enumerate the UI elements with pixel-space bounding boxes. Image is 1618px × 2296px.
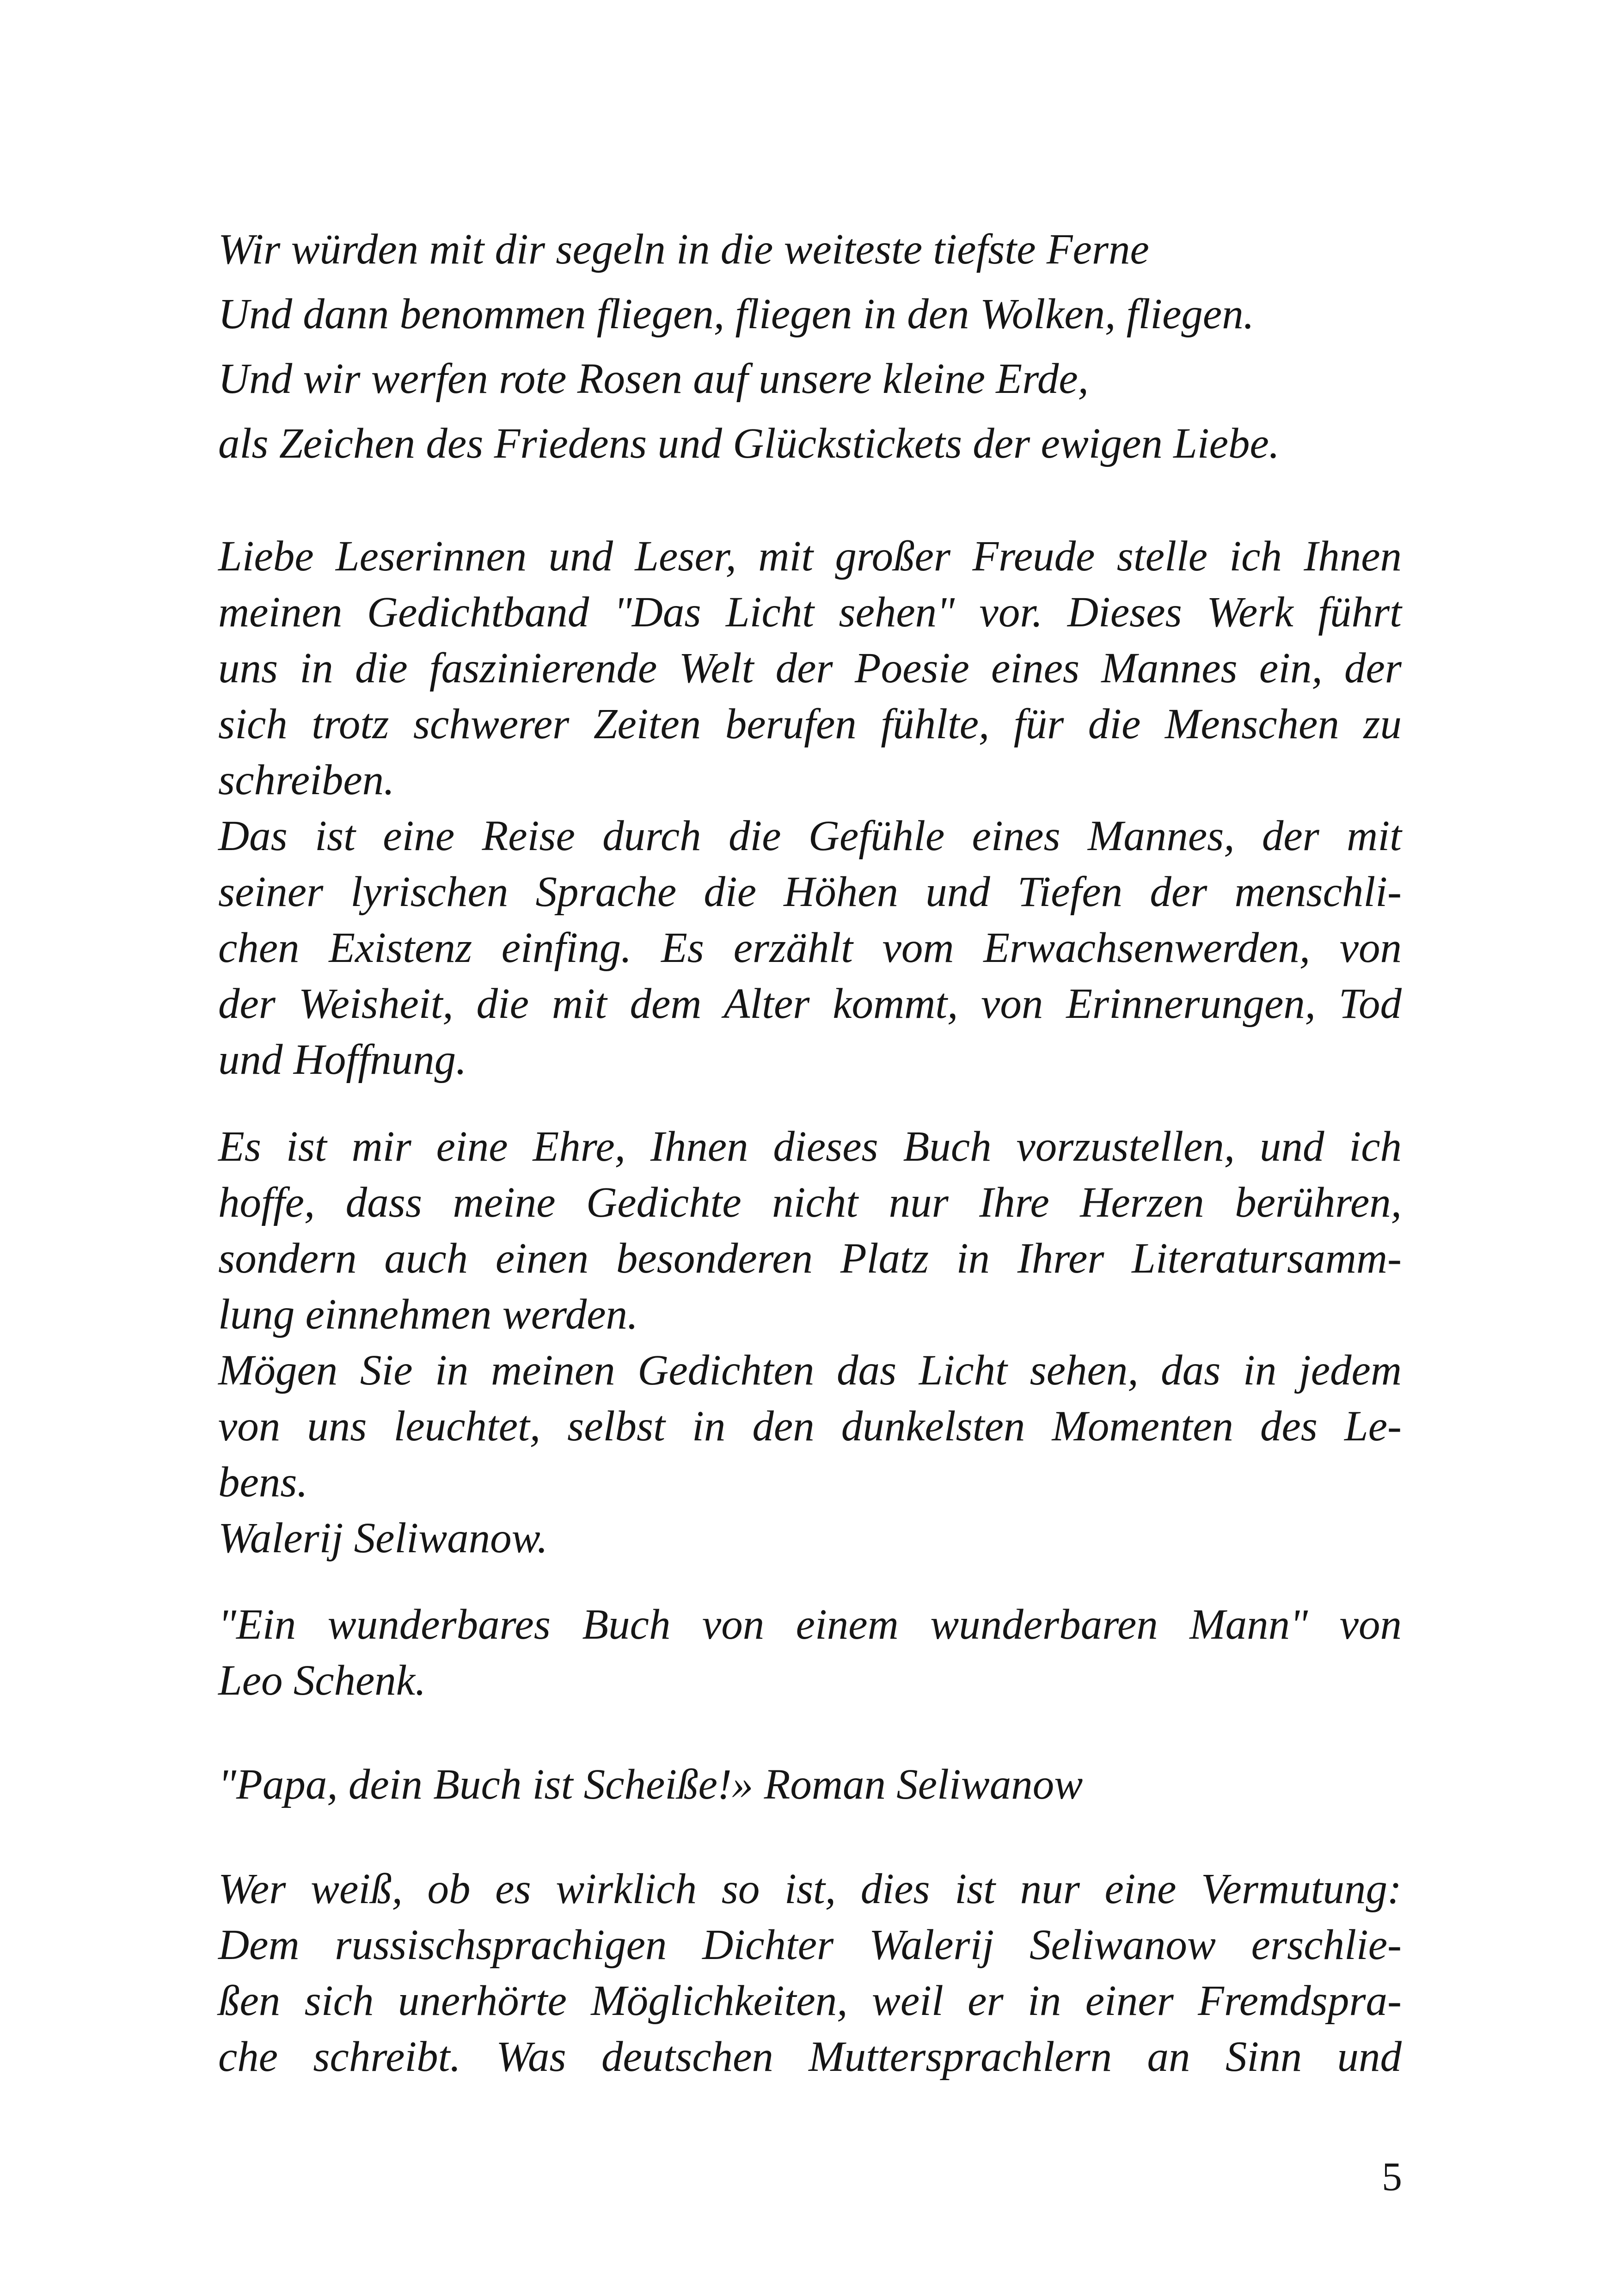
- text-line: bens.: [218, 1458, 308, 1506]
- poem-line: Und dann benommen fliegen, fliegen in den Wolken, fliegen.: [218, 290, 1254, 338]
- text-line: schreiben.: [218, 756, 395, 804]
- author-note-paragraph: [218, 1119, 1402, 1566]
- poem-line: Wir würden mit dir segeln in die weiteste tiefste Ferne: [218, 226, 1149, 273]
- page-number: 5: [1382, 2155, 1402, 2199]
- text-line: meinen Gedichtband "Das Licht sehen" vor. Dieses Werk führt: [218, 588, 1402, 636]
- text-line: che schreibt. Was deutschen Muttersprachlern an Sinn und: [218, 2033, 1402, 2081]
- text-line: und Hoffnung.: [218, 1036, 467, 1084]
- poem-line: Und wir werfen rote Rosen auf unsere kleine Erde,: [218, 355, 1089, 403]
- text-line: seiner lyrischen Sprache die Höhen und Tiefen der menschli-: [218, 868, 1402, 916]
- introduction-paragraph: [218, 528, 1402, 1088]
- quote-roman-seliwanow: [218, 1757, 1402, 1812]
- text-line: Mögen Sie in meinen Gedichten das Licht sehen, das in jedem: [218, 1347, 1402, 1394]
- text-line: hoffe, dass meine Gedichte nicht nur Ihre Herzen berühren,: [218, 1179, 1402, 1226]
- text-line: Dem russischsprachigen Dichter Walerij Seliwanow erschlie-: [218, 1921, 1402, 1969]
- poem-line: als Zeichen des Friedens und Glückstickets der ewigen Liebe.: [218, 420, 1280, 467]
- poem-stanza: [218, 217, 1402, 476]
- commentary-paragraph: [218, 1861, 1402, 2085]
- text-line: sondern auch einen besonderen Platz in Ihrer Literatursamm-: [218, 1235, 1402, 1282]
- text-line: "Papa, dein Buch ist Scheiße!» Roman Seliwanow: [218, 1761, 1083, 1808]
- text-line: der Weisheit, die mit dem Alter kommt, von Erinnerungen, Tod: [218, 980, 1402, 1028]
- text-line: von uns leuchtet, selbst in den dunkelsten Momenten des Le-: [218, 1402, 1402, 1450]
- text-line: ßen sich unerhörte Möglichkeiten, weil er in einer Fremdspra-: [218, 1977, 1402, 2025]
- quote-leo-schenk: [218, 1597, 1402, 1708]
- text-line: chen Existenz einfing. Es erzählt vom Erwachsenwerden, von: [218, 924, 1402, 972]
- text-line: Das ist eine Reise durch die Gefühle eines Mannes, der mit: [218, 812, 1402, 860]
- text-line: "Ein wunderbares Buch von einem wunderbaren Mann" von: [218, 1601, 1402, 1648]
- text-line: Liebe Leserinnen und Leser, mit großer Freude stelle ich Ihnen: [218, 533, 1402, 580]
- author-signature: Walerij Seliwanow.: [218, 1514, 548, 1562]
- text-line: uns in die faszinierende Welt der Poesie eines Mannes ein, der: [218, 644, 1402, 692]
- text-line: Wer weiß, ob es wirklich so ist, dies ist nur eine Vermutung:: [218, 1865, 1402, 1913]
- text-line: lung einnehmen werden.: [218, 1291, 638, 1338]
- text-line: Leo Schenk.: [218, 1657, 426, 1704]
- text-line: Es ist mir eine Ehre, Ihnen dieses Buch vorzustellen, und ich: [218, 1123, 1402, 1170]
- text-line: sich trotz schwerer Zeiten berufen fühlte, für die Menschen zu: [218, 700, 1402, 748]
